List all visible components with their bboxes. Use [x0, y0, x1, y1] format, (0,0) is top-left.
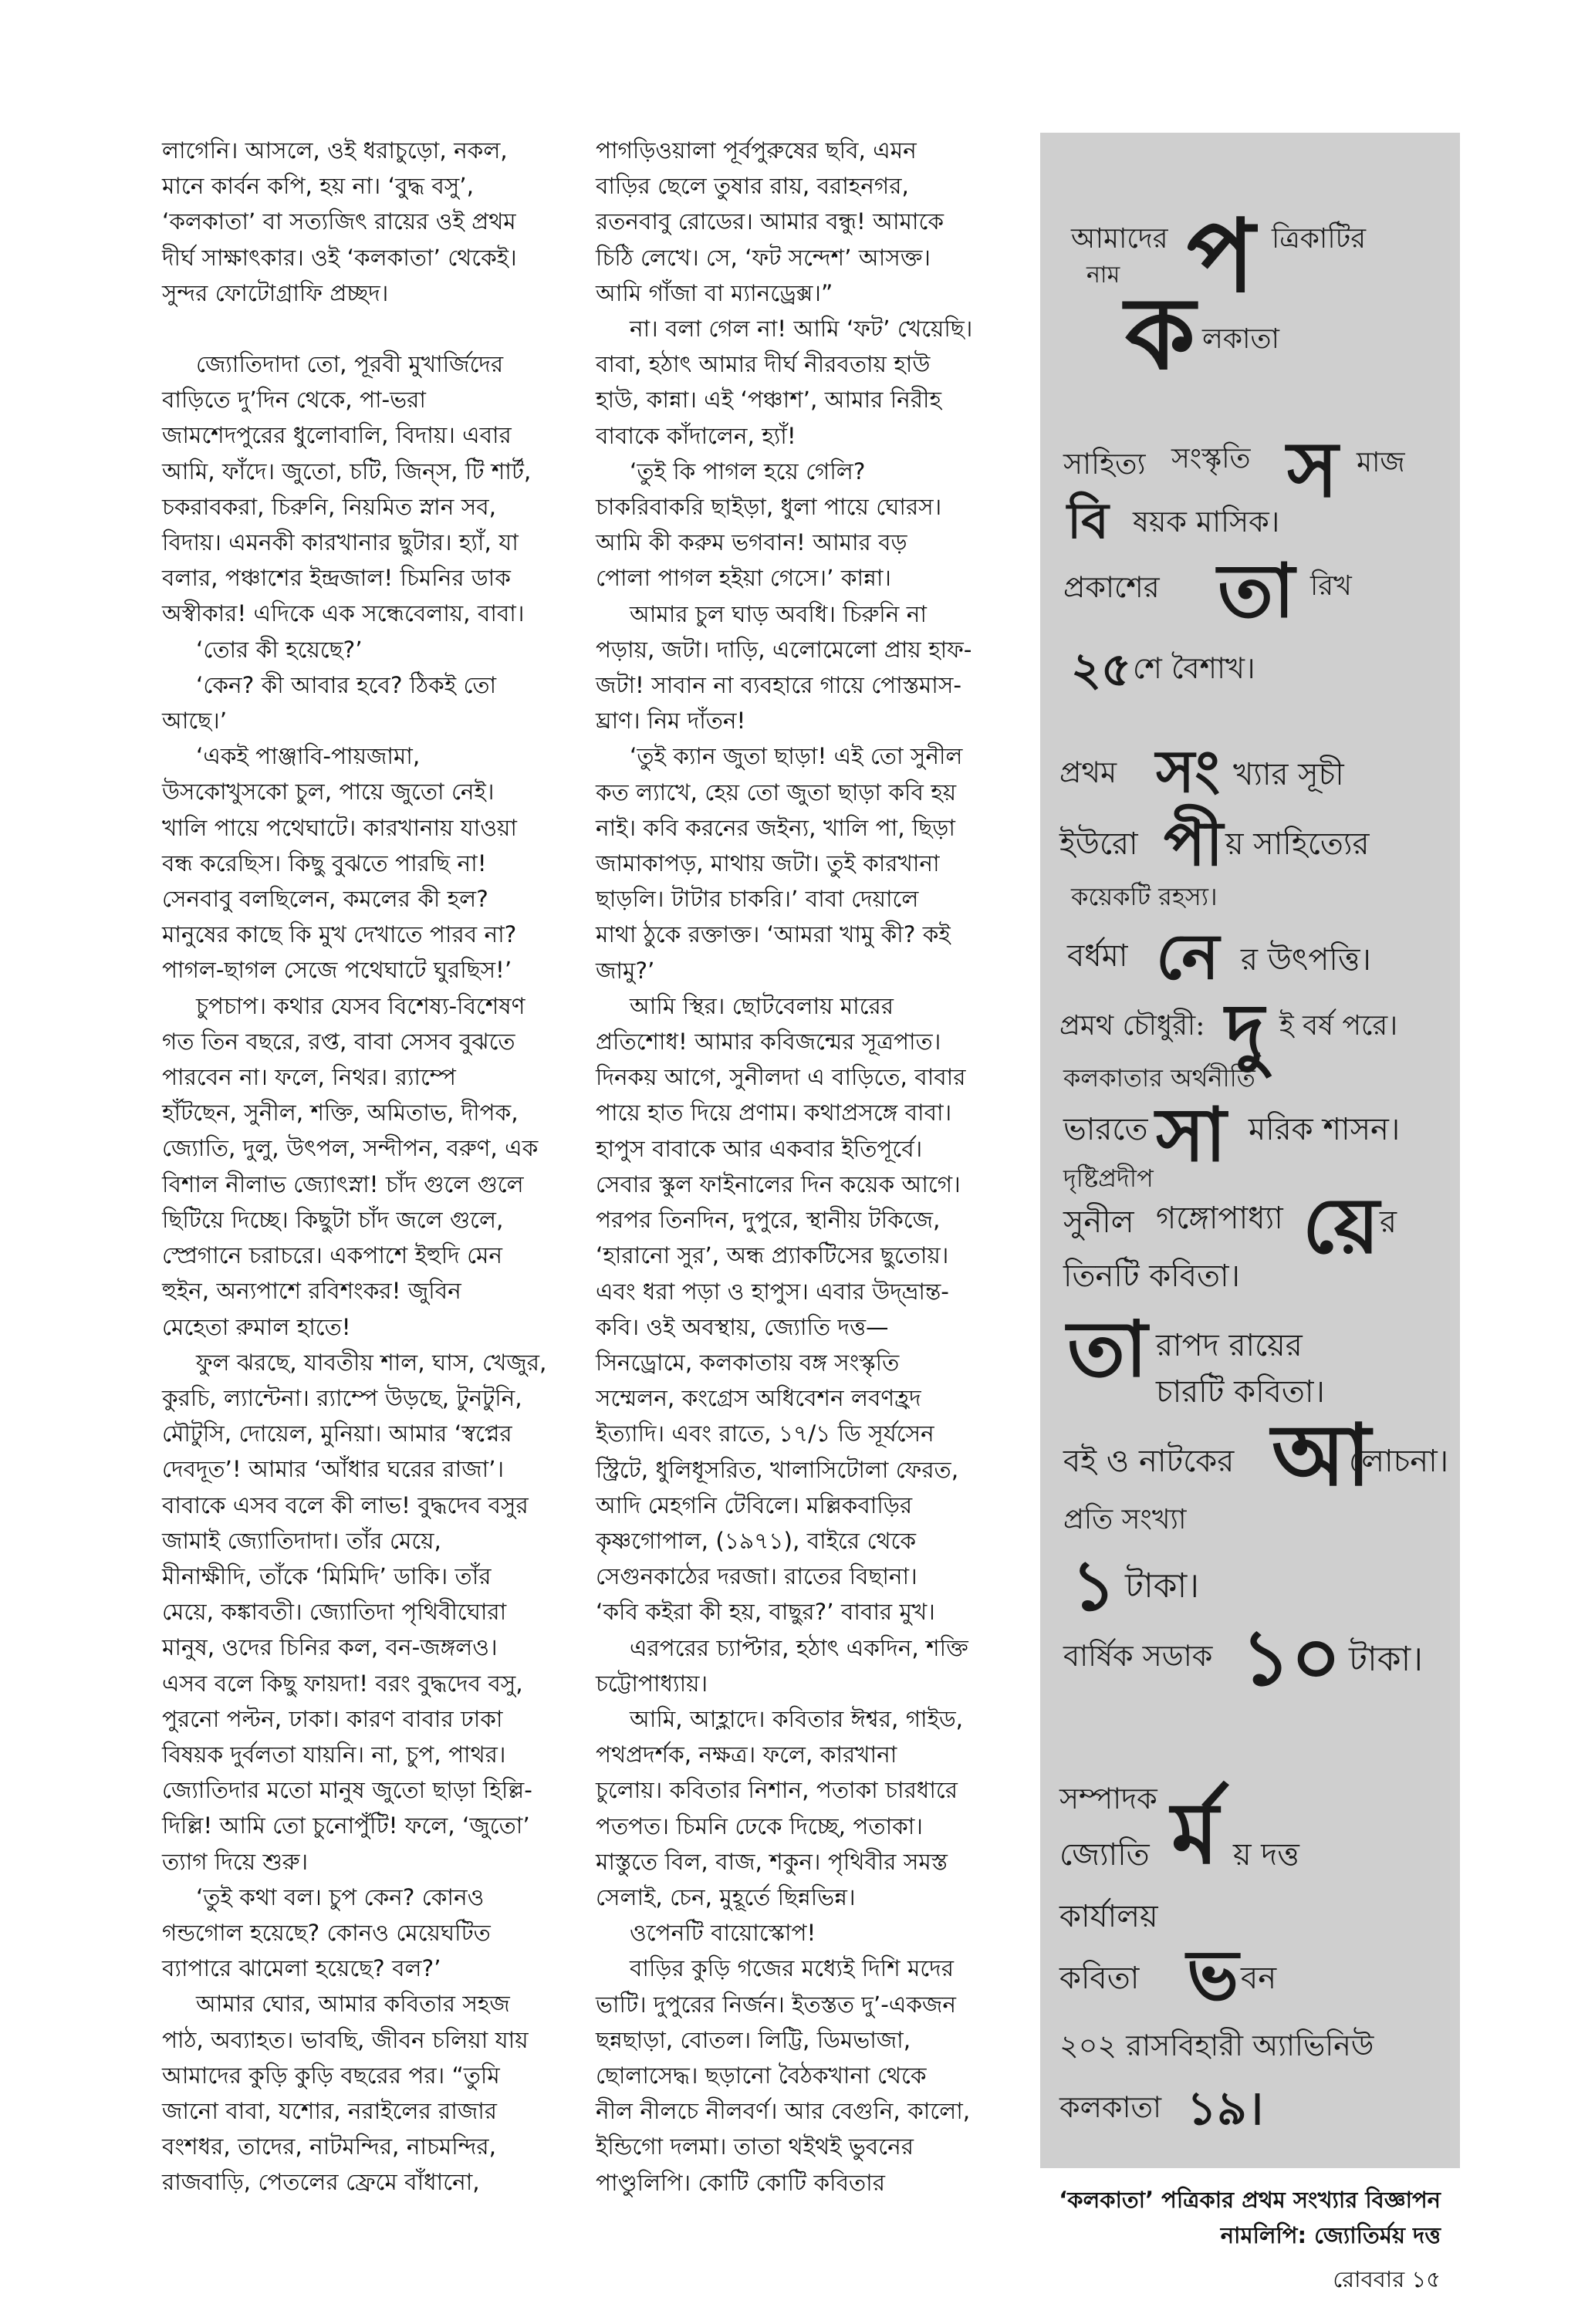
- ad-text: সম্পাদক: [1059, 1782, 1157, 1816]
- ad-text: চারটি কবিতা।: [1156, 1374, 1325, 1410]
- text-line: ‘একই পাঞ্জাবি-পায়জামা,: [196, 743, 421, 770]
- ad-text: সুনীল: [1063, 1204, 1134, 1240]
- text-line: আমি কী করুম ভগবান! আমার বড়: [596, 529, 907, 556]
- text-line: পাণ্ডুলিপি। কোটি কোটি কবিতার: [596, 2169, 885, 2196]
- text-line: মৌটুসি, দোয়েল, মুনিয়া। আমার ‘স্বপ্নের: [162, 1420, 512, 1447]
- image-caption: [1059, 2182, 1441, 2253]
- ad-text: য় সাহিত্যের: [1225, 826, 1370, 862]
- text-line: নীল নীলচে নীলবর্ণ। আর বেগুনি, কালো,: [596, 2098, 971, 2125]
- text-line: জ্যোতিদার মতো মানুষ জুতো ছাড়া হিল্লি-: [162, 1777, 532, 1804]
- text-line: মানুষ, ওদের চিনির কল, বন-জঙ্গলও।: [162, 1634, 498, 1661]
- text-line: রতনবাবু রোডের। আমার বন্ধু! আমাকে: [596, 208, 944, 235]
- text-line: বাড়ির কুড়ি গজের মধ্যেই দিশি মদের: [630, 1955, 954, 1982]
- ad-text: কার্যালয়: [1059, 1899, 1158, 1934]
- ad-text: নে: [1156, 920, 1220, 994]
- text-line: হাঁটছেন, সুনীল, শক্তি, অমিতাভ, দীপক,: [162, 1100, 519, 1127]
- text-line: জ্যোতি, দুলু, উৎপল, সন্দীপন, বরুণ, এক: [162, 1135, 539, 1162]
- text-line: জটা! সাবান না ব্যবহারে গায়ে পোস্তমাস-: [596, 672, 961, 699]
- ad-text: সং: [1156, 737, 1220, 806]
- text-line: পাঠ, অব্যাহত। ভাবছি, জীবন চলিয়া যায়: [162, 2026, 529, 2053]
- text-line: জামাকাপড়, মাথায় জটা। তুই কারখানা: [596, 850, 940, 877]
- text-line: চাকরিবাকরি ছাইড়া, ধুলা পায়ে ঘোরস।: [596, 494, 942, 521]
- ad-text: গঙ্গোপাধ্যা: [1156, 1201, 1283, 1236]
- text-line: হুইন, অন্যপাশে রবিশংকর! জুবিন: [162, 1278, 461, 1305]
- text-line: জানো বাবা, যশোর, নরাইলের রাজার: [162, 2097, 498, 2124]
- text-line: বাড়িতে দু’দিন থেকে, পা-ভরা: [162, 387, 426, 414]
- page-folio: রোববার ১৫: [1333, 2266, 1441, 2292]
- text-line: ‘তুই ক্যান জুতা ছাড়া! এই তো সুনীল: [630, 743, 963, 770]
- ad-text: রাপদ রায়ের: [1156, 1328, 1303, 1363]
- text-line: আমি, আহ্লাদে। কবিতার ঈশ্বর, গাইড,: [630, 1705, 964, 1732]
- text-line: ‘তুই কথা বল। চুপ কেন? কোনও: [196, 1883, 485, 1910]
- ad-text: বই ও নাটকের: [1063, 1444, 1235, 1479]
- caption-line: ‘কলকাতা’ পত্রিকার প্রথম সংখ্যার বিজ্ঞাপন: [1059, 2187, 1441, 2213]
- ad-text: র উৎপত্তি।: [1241, 942, 1371, 978]
- ad-text: ই বর্ষ পরে।: [1279, 1010, 1398, 1042]
- ad-text: আমাদের: [1071, 223, 1168, 255]
- text-line: ত্যাগ দিয়ে শুরু।: [162, 1848, 309, 1875]
- ad-text: প্রতি সংখ্যা: [1063, 1504, 1187, 1535]
- text-line: লাগেনি। আসলে, ওই ধরাচুড়ো, নকল,: [162, 137, 508, 164]
- text-line: আমি গাঁজা বা ম্যানড্রেক্স।”: [596, 279, 833, 306]
- text-line: ‘তোর কী হয়েছে?’: [196, 636, 363, 663]
- text-line: নাই। কবি করনের জইন্য, খালি পা, ছিড়া: [596, 814, 955, 841]
- ad-text: য় দত্ত: [1233, 1837, 1299, 1873]
- text-line: ওপেনটি বায়োস্কোপ!: [630, 1920, 816, 1947]
- text-line: চিঠি লেখে। সে, ‘ফট সন্দেশ’ আসক্ত।: [596, 244, 931, 271]
- text-line: বন্ধ করেছিস। কিছু বুঝতে পারছি না!: [162, 850, 487, 877]
- ad-text: ভ: [1187, 1934, 1239, 2016]
- ad-text: মাজ: [1357, 447, 1405, 478]
- text-line: দেবদূত’! আমার ‘আঁধার ঘরের রাজা’।: [162, 1456, 505, 1483]
- ad-text: য়ে: [1303, 1180, 1380, 1271]
- text-line: আমার ঘোর, আমার কবিতার সহজ: [196, 1991, 510, 2018]
- text-line: পুরনো পল্টন, ঢাকা। কারণ বাবার ঢাকা: [162, 1705, 503, 1732]
- text-line: ফুল ঝরছে, যাবতীয় শাল, ঘাস, খেজুর,: [196, 1349, 547, 1376]
- ad-text: প: [1187, 197, 1255, 315]
- text-line: পারবেন না। ফলে, নিথর। র‍্যাম্পে: [162, 1064, 456, 1091]
- ad-text: ২০২ রাসবিহারী অ্যাভিনিউ: [1059, 2028, 1374, 2062]
- text-line: কবি। ওই অবস্থায়, জ্যোতি দত্ত—: [596, 1313, 889, 1340]
- text-line: রাজবাড়ি, পেতলের ফ্রেমে বাঁধানো,: [162, 2169, 480, 2196]
- text-line: খালি পায়ে পথেঘাটে। কারখানায় যাওয়া: [162, 814, 517, 841]
- text-line: মেয়ে, কঙ্কাবতী। জ্যোতিদা পৃথিবীঘোরা: [162, 1599, 507, 1626]
- ad-text: খ্যার সূচী: [1233, 757, 1344, 792]
- text-line: ছিটিয়ে দিচ্ছে। কিছুটা চাঁদ জলে গুলে,: [162, 1206, 504, 1233]
- article-column-middle: [596, 133, 1051, 2201]
- ad-text: তা: [1218, 547, 1295, 634]
- text-line: ‘কবি কইরা কী হয়, বাছুর?’ বাবার মুখ।: [596, 1599, 935, 1626]
- text-line: দীর্ঘ সাক্ষাৎকার। ওই ‘কলকাতা’ থেকেই।: [162, 244, 517, 271]
- text-line: চকরাবকরা, চিরুনি, নিয়মিত স্নান সব,: [162, 493, 496, 520]
- text-line: পাগড়িওয়ালা পূর্বপুরুষের ছবি, এমন: [596, 137, 917, 164]
- text-line: চুলোয়। কবিতার নিশান, পতাকা চারধারে: [596, 1777, 958, 1804]
- text-line: স্প্রেগানে চরাচরে। একপাশে ইহুদি মেন: [162, 1242, 503, 1269]
- text-line: বাবাকে কাঁদালেন, হ্যাঁ!: [596, 422, 796, 449]
- ad-text: লোচনা।: [1349, 1444, 1448, 1479]
- ad-text: টাকা।: [1349, 1640, 1424, 1679]
- text-line: হাউ, কান্না। এই ‘পঞ্চাশ’, আমার নিরীহ: [596, 387, 941, 414]
- text-line: ‘তুই কি পাগল হয়ে গেলি?: [630, 458, 866, 485]
- text-line: বিশাল নীলাভ জ্যোৎস্না! চাঁদ গুলে গুলে: [162, 1170, 524, 1197]
- text-line: ছোলাসেদ্ধ। ছড়ানো বৈঠকখানা থেকে: [596, 2062, 927, 2089]
- text-line: দিনকয় আগে, সুনীলদা এ বাড়িতে, বাবার: [596, 1064, 966, 1091]
- text-line: হাপুস বাবাকে আর একবার ইতিপূর্বে।: [596, 1135, 923, 1162]
- ad-text: নাম: [1086, 262, 1120, 289]
- ad-text: দু: [1225, 987, 1265, 1074]
- ad-text: বি: [1067, 492, 1109, 550]
- text-line: ছন্নছাড়া, বোতল। লিট্টি, ডিমভাজা,: [596, 2026, 911, 2053]
- paragraph-gap: [162, 311, 579, 346]
- ad-text: কবিতা: [1059, 1961, 1140, 1996]
- ad-text: ভারতে: [1063, 1112, 1148, 1147]
- text-line: পাগল-ছাগল সেজে পথেঘাটে ঘুরছিস!’: [162, 957, 512, 984]
- text-line: মাস্তুতে বিল, বাজ, শকুন। পৃথিবীর সমস্ত: [596, 1848, 948, 1875]
- ad-text: কয়েকটি রহস্য।: [1071, 882, 1218, 911]
- text-line: আমি, ফাঁদে। জুতো, চটি, জিন্‌স, টি শার্ট,: [162, 458, 532, 485]
- ad-text: বার্ষিক সডাক: [1063, 1639, 1213, 1673]
- text-line: বিদায়। এমনকী কারখানার ছুটার। হ্যাঁ, যা: [162, 529, 519, 556]
- ad-text: সা: [1156, 1091, 1227, 1178]
- text-line: কৃষ্ণগোপাল, (১৯৭১), বাইরে থেকে: [596, 1527, 917, 1554]
- text-line: কুরচি, ল্যান্টেনা। র‍্যাম্পে উড়ছে, টুনটুনি,: [162, 1384, 522, 1411]
- text-line: বাবাকে এসব বলে কী লাভ! বুদ্ধদেব বসুর: [162, 1491, 529, 1518]
- text-line: মীনাক্ষীদি, তাঁকে ‘মিমিদি’ ডাকি। তাঁর: [162, 1562, 492, 1589]
- ad-text: প্রথম: [1059, 755, 1117, 789]
- text-line: ইত্যাদি। এবং রাতে, ১৭/১ ডি সূর্যসেন: [596, 1420, 934, 1447]
- text-line: গত তিন বছরে, রপ্ত, বাবা সেসব বুঝতে: [162, 1028, 515, 1055]
- text-line: কত ল্যাখে, হেয় তো জুতা ছাড়া কবি হয়: [596, 779, 957, 806]
- text-line: পথপ্রদর্শক, নক্ষত্র। ফলে, কারখানা: [596, 1741, 897, 1768]
- text-line: ভাটি। দুপুরের নির্জন। ইতস্তত দু’-একজন: [596, 1991, 956, 2018]
- ad-text: র্ম: [1171, 1783, 1219, 1883]
- ad-text: প্রকাশের: [1063, 570, 1160, 604]
- text-line: প্রতিশোধ! আমার কবিজন্মের সূত্রপাত।: [596, 1029, 941, 1056]
- text-line: ‘কলকাতা’ বা সত্যজিৎ রায়ের ওই প্রথম: [162, 208, 516, 235]
- text-line: বাবা, হঠাৎ আমার দীর্ঘ নীরবতায় হাউ: [596, 351, 931, 378]
- text-line: পড়ায়, জটা। দাড়ি, এলোমেলো প্রায় হাফ-: [596, 636, 972, 663]
- text-line: আছে।’: [162, 708, 228, 735]
- ad-text: র: [1380, 1204, 1397, 1240]
- ad-text: ত্রিকাটির: [1272, 223, 1367, 255]
- advertisement-image: [1040, 133, 1460, 2168]
- text-line: ‘কেন? কী আবার হবে? ঠিকই তো: [196, 671, 497, 698]
- ad-text: দৃষ্টিপ্রদীপ: [1063, 1164, 1154, 1193]
- ad-text: শে বৈশাখ।: [1133, 651, 1255, 685]
- text-line: আমি স্থির। ছোটবেলায় মারের: [630, 992, 894, 1019]
- text-line: না। বলা গেল না! আমি ‘ফট’ খেয়েছি।: [630, 316, 973, 343]
- ad-text: ১: [1071, 1545, 1117, 1626]
- text-line: স্ট্রিটে, ধুলিধূসরিত, খালাসিটোলা ফেরত,: [596, 1456, 959, 1483]
- ad-text: পী: [1164, 807, 1224, 880]
- ad-text: ষয়ক মাসিক।: [1133, 505, 1280, 539]
- text-line: পোলা পাগল হইয়া গেসে।’ কান্না।: [596, 565, 891, 592]
- text-line: এসব বলে কিছু ফায়দা! বরং বুদ্ধদেব বসু,: [162, 1670, 523, 1697]
- ad-text: ২৫: [1071, 643, 1131, 697]
- text-line: বাড়ির ছেলে তুষার রায়, বরাহনগর,: [596, 173, 909, 200]
- text-line: সেগুনকাঠের দরজা। রাতের বিছানা।: [596, 1563, 917, 1590]
- ad-text: স: [1287, 424, 1339, 515]
- text-line: ইন্ডিগো দলমা। তাতা থইথই ভুবনের: [596, 2133, 914, 2160]
- text-line: চুপচাপ। কথার যেসব বিশেষ্য-বিশেষণ: [196, 992, 525, 1019]
- ad-text: সাহিত্য: [1063, 447, 1146, 481]
- ad-text: জ্যোতি: [1059, 1837, 1150, 1873]
- text-line: পায়ে হাত দিয়ে প্রণাম। কথাপ্রসঙ্গে বাবা।: [596, 1100, 952, 1127]
- text-line: জ্যোতিদাদা তো, পূরবী মুখার্জিদের: [196, 351, 504, 378]
- ad-text: টাকা।: [1125, 1566, 1200, 1606]
- ad-text: ক: [1125, 274, 1195, 392]
- text-line: ঘ্রাণ। নিম দাঁতন!: [596, 708, 746, 735]
- text-line: ‘হারানো সুর’, অন্ধ প্র্যাকটিসের ছুতোয়।: [596, 1242, 949, 1269]
- text-line: সম্মেলন, কংগ্রেস অধিবেশন লবণহ্রদ: [596, 1385, 921, 1412]
- ad-text: রিখ: [1310, 570, 1352, 602]
- article-column-left: [162, 133, 579, 2201]
- text-line: জামু?’: [596, 957, 655, 984]
- text-line: ছাড়লি। টাটার চাকরি।’ বাবা দেয়ালে: [596, 886, 919, 913]
- text-line: আদি মেহগনি টেবিলে। মল্লিকবাড়ির: [596, 1491, 913, 1518]
- ad-text: তা: [1067, 1303, 1148, 1394]
- text-line: পতপত। চিমনি ঢেকে দিচ্ছে, পতাকা।: [596, 1812, 923, 1839]
- text-line: পরপর তিনদিন, দুপুরে, স্থানীয় টকিজে,: [596, 1207, 941, 1234]
- text-line: জামাই জ্যোতিদাদা। তাঁর মেয়ে,: [162, 1527, 441, 1554]
- text-line: উসকোখুসকো চুল, পায়ে জুতো নেই।: [162, 779, 495, 806]
- ad-text: কলকাতা: [1059, 2090, 1162, 2124]
- text-line: গন্ডগোল হয়েছে? কোনও মেয়েঘটিত: [162, 1919, 491, 1946]
- ad-text: মরিক শাসন।: [1249, 1112, 1401, 1147]
- text-line: চট্টোপাধ্যায়।: [596, 1670, 708, 1697]
- text-line: এরপরের চ্যাপ্টার, হঠাৎ একদিন, শক্তি: [630, 1634, 968, 1661]
- ad-text: ১৯।: [1187, 2082, 1264, 2136]
- ad-text: ইউরো: [1059, 826, 1138, 862]
- text-line: মেহেতা রুমাল হাতে!: [162, 1313, 351, 1340]
- text-line: সেলাই, চেন, মুহূর্তে ছিন্নভিন্ন।: [596, 1883, 856, 1910]
- text-line: সিনড্রোমে, কলকাতায় বঙ্গ সংস্কৃতি: [596, 1349, 900, 1376]
- ad-text: সংস্কৃতি: [1171, 443, 1251, 475]
- text-line: সুন্দর ফোটোগ্রাফি প্রচ্ছদ।: [162, 279, 389, 306]
- text-line: সেবার স্কুল ফাইনালের দিন কয়েক আগে।: [596, 1170, 961, 1197]
- caption-credit: নামলিপি: জ্যোতির্ময় দত্ত: [1220, 2222, 1441, 2248]
- ad-text: বন: [1241, 1961, 1277, 1996]
- text-line: আমার চুল ঘাড় অবধি। চিরুনি না: [630, 600, 927, 627]
- text-line: জামশেদপুরের ধুলোবালি, বিদায়। এবার: [162, 422, 512, 449]
- text-line: বংশধর, তাদের, নাটমন্দির, নাচমন্দির,: [162, 2133, 496, 2160]
- ad-text: কলকাতার অর্থনীতি: [1063, 1063, 1255, 1093]
- ad-text: তিনটি কবিতা।: [1063, 1258, 1240, 1294]
- text-line: ব্যাপারে ঝামেলা হয়েছে? বল?’: [162, 1955, 441, 1982]
- ad-text: প্রমথ চৌধুরী:: [1059, 1010, 1205, 1042]
- text-line: এবং ধরা পড়া ও হাপুস। এবার উদ্‌ভ্রান্ত-: [596, 1278, 949, 1305]
- ad-text: লকাতা: [1202, 323, 1279, 355]
- text-line: মানে কার্বন কপি, হয় না। ‘বুদ্ধ বসু’,: [162, 173, 475, 200]
- text-line: দিল্লি! আমি তো চুনোপুঁটি! ফলে, ‘জুতো’: [162, 1812, 530, 1839]
- ad-text: বর্ধমা: [1067, 938, 1128, 974]
- text-line: আমাদের কুড়ি কুড়ি বছরের পর। “তুমি: [162, 2062, 500, 2089]
- ad-text: আ: [1272, 1405, 1371, 1505]
- text-line: বিষয়ক দুর্বলতা যায়নি। না, চুপ, পাথর।: [162, 1741, 506, 1768]
- text-line: মানুষের কাছে কি মুখ দেখাতে পারব না?: [162, 921, 517, 948]
- text-line: মাথা ঠুকে রক্তাক্ত। ‘আমরা খামু কী? কই: [596, 921, 951, 948]
- text-line: বলার, পঞ্চাশের ইন্দ্রজাল! চিমনির ডাক: [162, 565, 511, 592]
- text-line: সেনবাবু বলছিলেন, কমলের কী হল?: [162, 886, 488, 913]
- text-line: অস্বীকার! এদিকে এক সন্ধেবেলায়, বাবা।: [162, 600, 525, 627]
- ad-text: ১০: [1241, 1612, 1341, 1703]
